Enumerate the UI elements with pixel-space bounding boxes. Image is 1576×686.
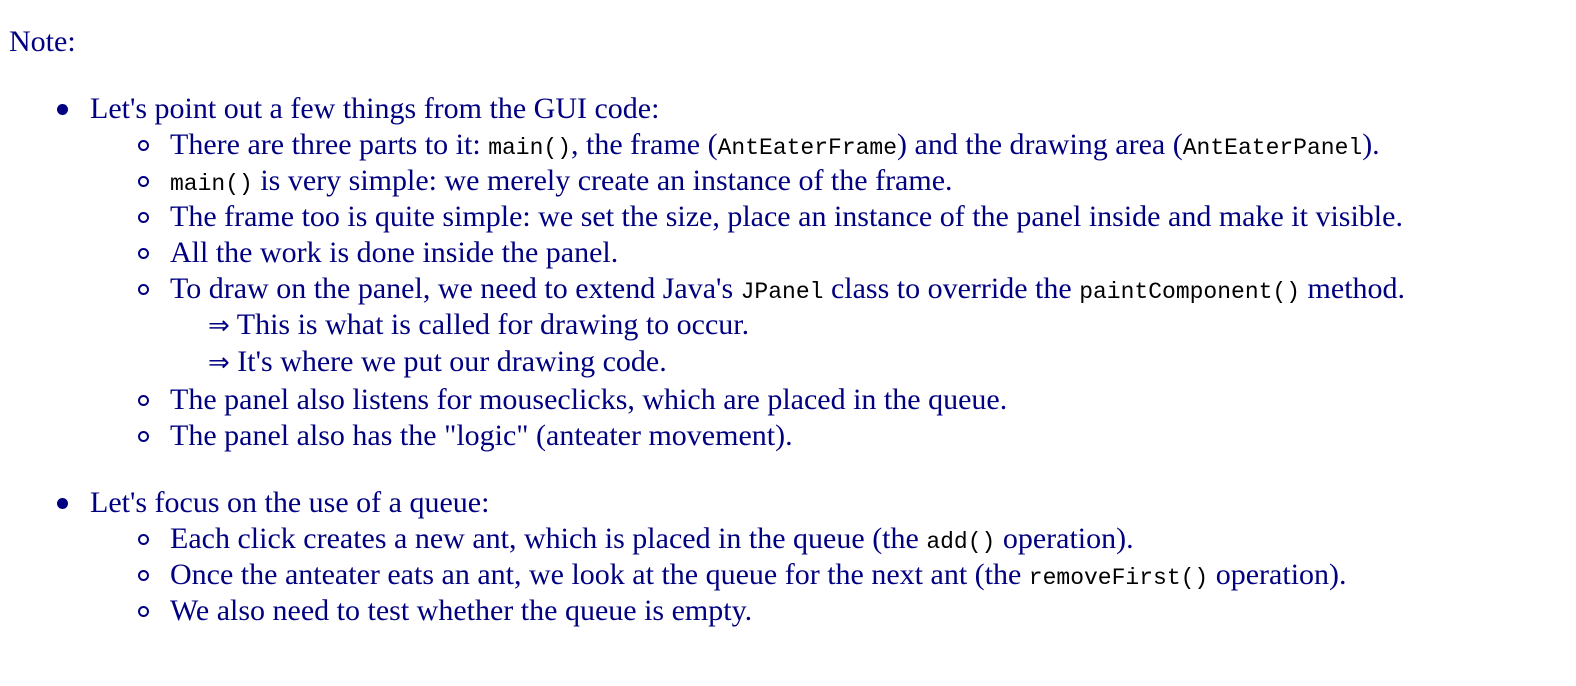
code-add: add() xyxy=(926,529,996,555)
circle-bullet-icon xyxy=(138,431,149,442)
text: is very simple: we merely create an instance of the frame. xyxy=(252,164,953,197)
circle-bullet-icon xyxy=(138,570,149,581)
implies-arrow-icon: ⇒ xyxy=(208,311,230,341)
circle-bullet-icon xyxy=(138,395,149,406)
code-paintcomponent: paintComponent() xyxy=(1079,279,1301,305)
circle-bullet-icon xyxy=(138,176,149,187)
text: The frame too is quite simple: we set the size, place an instance of the panel inside and make it visible. xyxy=(170,200,1403,233)
sub-item-main-simple xyxy=(170,163,953,202)
code-anteaterpanel: AntEaterPanel xyxy=(1182,135,1363,161)
circle-bullet-icon xyxy=(138,248,149,259)
text: To draw on the panel, we need to extend Java's xyxy=(170,272,741,305)
circle-bullet-icon xyxy=(138,140,149,151)
disc-bullet-icon xyxy=(57,498,68,509)
text: The panel also listens for mouseclicks, which are placed in the queue. xyxy=(170,383,1008,416)
sub-item-each-click xyxy=(170,521,1134,560)
bullet-item-queue xyxy=(90,485,489,521)
text: Once the anteater eats an ant, we look at the queue for the next ant (the xyxy=(170,558,1029,591)
code-anteaterframe: AntEaterFrame xyxy=(717,135,898,161)
text: All the work is done inside the panel. xyxy=(170,236,619,269)
text: Each click creates a new ant, which is placed in the queue (the xyxy=(170,522,927,555)
sub-item-anteater-eats xyxy=(170,557,1347,596)
sub-item-mouseclicks xyxy=(170,382,1007,418)
circle-bullet-icon xyxy=(138,606,149,617)
sub-item-three-parts xyxy=(170,127,1380,166)
implies-arrow-icon: ⇒ xyxy=(208,348,230,378)
text: It's where we put our drawing code. xyxy=(229,345,667,378)
note-label: Note: xyxy=(9,25,76,58)
bullet-text: Let's point out a few things from the GUI code: xyxy=(90,92,660,125)
sub-item-frame-simple xyxy=(170,199,1403,235)
text: We also need to test whether the queue is empty. xyxy=(170,594,753,627)
text: ). xyxy=(1362,128,1380,161)
arrow-item-drawing-code xyxy=(208,344,667,381)
circle-bullet-icon xyxy=(138,212,149,223)
code-jpanel: JPanel xyxy=(740,279,824,305)
code-main: main() xyxy=(170,171,253,197)
text: , the frame ( xyxy=(571,128,718,161)
bullet-item-gui-code xyxy=(90,91,659,127)
sub-item-draw-on-panel xyxy=(170,271,1405,310)
sub-item-test-empty xyxy=(170,593,752,629)
text: operation). xyxy=(1208,558,1347,591)
circle-bullet-icon xyxy=(138,284,149,295)
text: There are three parts to it: xyxy=(170,128,489,161)
arrow-item-drawing-occur xyxy=(208,307,749,344)
text: The panel also has the "logic" (anteater movement). xyxy=(170,419,793,452)
text: class to override the xyxy=(823,272,1080,305)
disc-bullet-icon xyxy=(57,104,68,115)
text: operation). xyxy=(995,522,1134,555)
sub-item-logic xyxy=(170,418,793,454)
code-main: main() xyxy=(488,135,572,161)
code-removefirst: removeFirst() xyxy=(1028,565,1209,591)
bullet-text: Let's focus on the use of a queue: xyxy=(90,486,490,519)
text: method. xyxy=(1300,272,1406,305)
circle-bullet-icon xyxy=(138,534,149,545)
text: This is what is called for drawing to occur. xyxy=(229,308,750,341)
sub-item-work-in-panel xyxy=(170,235,618,271)
text: ) and the drawing area ( xyxy=(897,128,1183,161)
